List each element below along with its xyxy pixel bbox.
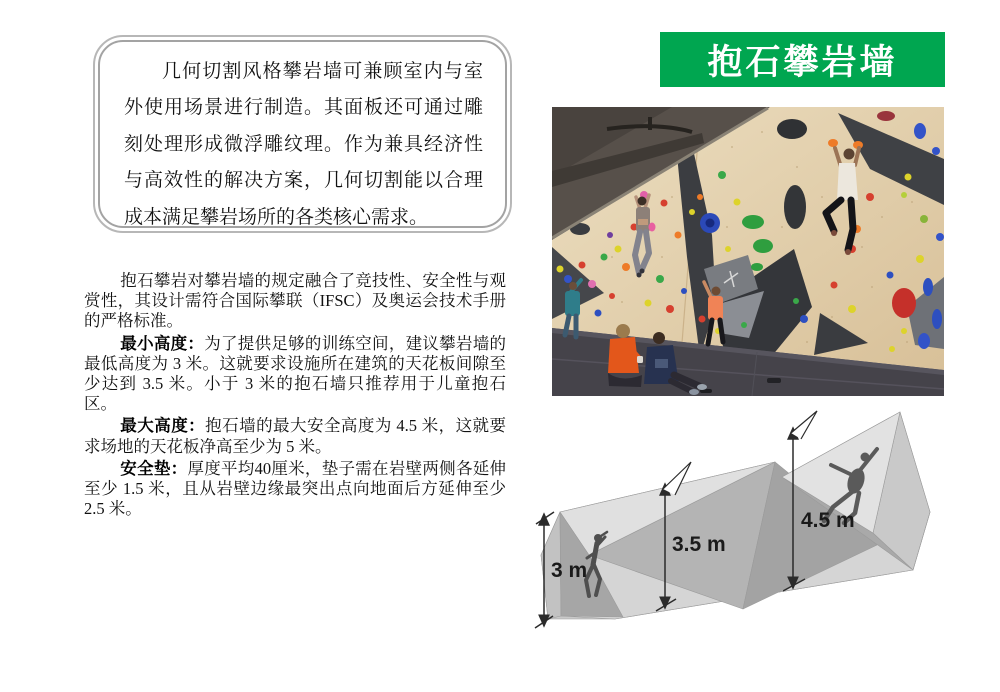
height-label-4-5m: 4.5 m [801,509,855,532]
paragraph-max-height: 最大高度：抱石墙的最大安全高度为 4.5 米，这就要求场地的天花板净高至少为 5 米。 [84,416,507,456]
callout-text: 几何切割风格攀岩墙可兼顾室内与室外使用场景进行制造。其面板还可通过雕刻处理形成微浮雕纹理。作为兼具经济性与高效性的解决方案，几何切割能以合理成本满足攀岩场所的各类核心需求。 [124,61,483,228]
paragraph-safety-mat: 安全垫：厚度平均40厘米，垫子需在岩壁两侧各延伸至少 1.5 米，且从岩壁边缘最突出点向地面后方延伸至少 2.5 米。 [84,458,507,519]
callout-box [93,35,512,233]
paragraph-min-height: 最小高度：为了提供足够的训练空间，建议攀岩墙的最低高度为 3 米。这就要求设施所在建筑的天花板间隙至少达到 3.5 米。小于 3 米的抱石墙只推荐用于儿童抱石区。 [84,333,507,414]
climbing-gym-photo [552,107,944,396]
callout-box-inner [98,40,507,228]
height-label-3m: 3 m [551,559,588,582]
height-diagram [525,405,965,640]
height-label-3-5m: 3.5 m [672,533,726,556]
body-text [84,271,506,521]
paragraph-intro: 抱石攀岩对攀岩墙的规定融合了竞技性、安全性与观赏性，其设计需符合国际攀联（IFSC）及奥运会技术手册的严格标准。 [84,271,506,331]
page-title: 抱石攀岩墙 [707,42,898,82]
title-banner [660,32,945,87]
wall-height-diagram [525,405,965,640]
gym-scene [552,107,944,396]
